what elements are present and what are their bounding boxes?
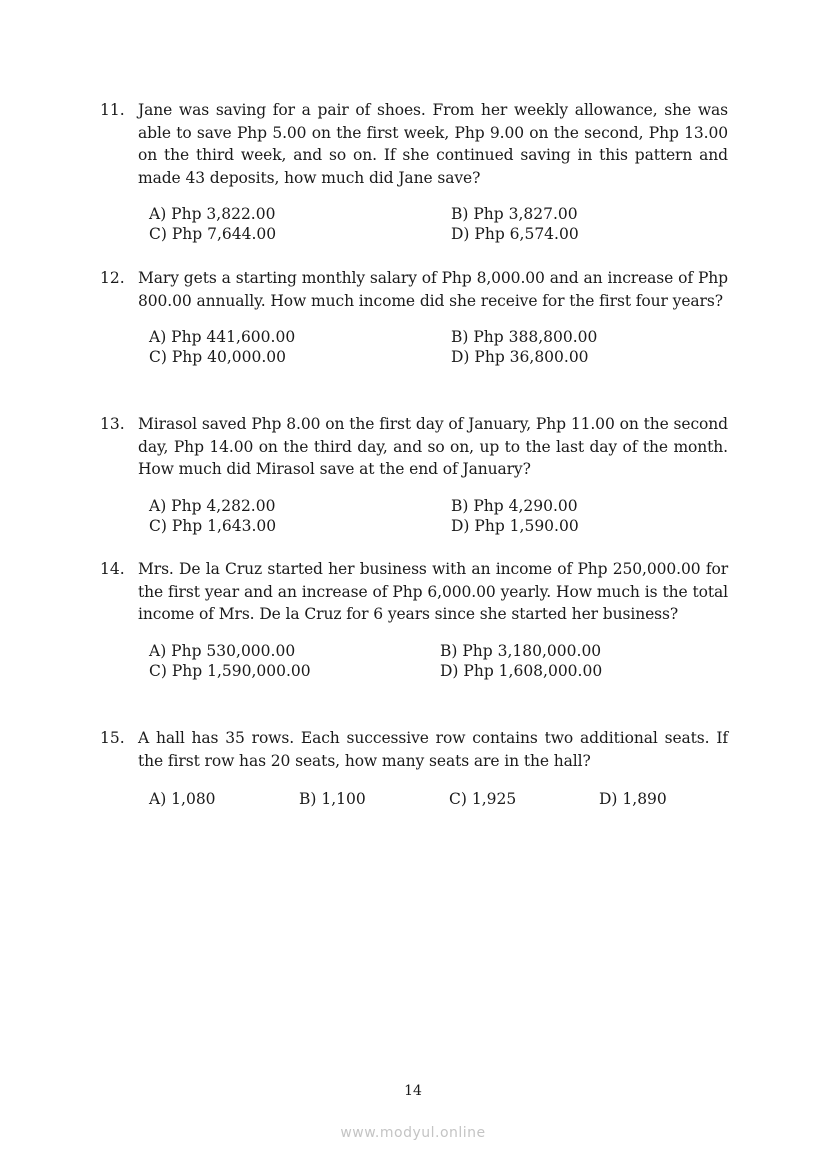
choice-d: D) Php 36,800.00 [451, 348, 589, 366]
answer-choices [149, 789, 728, 809]
answer-choices [149, 496, 728, 536]
choice-d: D) Php 1,590.00 [451, 516, 579, 535]
choice-b: B) Php 388,800.00 [451, 328, 598, 346]
question-text: A hall has 35 rows. Each successive row contains two additional seats. If the first row has 20 seats, how many seats are in the hall? [138, 729, 728, 770]
watermark: www.modyul.online [340, 1125, 486, 1141]
choice-b: B) Php 4,290.00 [451, 496, 578, 515]
question-13 [100, 413, 728, 536]
choice-a: A) Php 441,600.00 [149, 328, 296, 346]
choice-a: A) Php 530,000.00 [149, 641, 296, 660]
choice-b: B) Php 3,180,000.00 [440, 641, 602, 660]
choice-c: C) Php 40,000.00 [149, 348, 286, 366]
answer-choices [149, 327, 728, 367]
choice-b: B) Php 3,827.00 [451, 205, 578, 223]
question-number: 12. [100, 269, 125, 287]
choice-a: A) Php 3,822.00 [149, 205, 276, 223]
choice-b: B) 1,100 [299, 790, 366, 808]
question-number: 15. [100, 729, 125, 747]
question-number: 14. [100, 560, 125, 578]
question-number: 11. [100, 101, 125, 119]
question-12 [100, 267, 728, 367]
choice-d: D) Php 1,608,000.00 [440, 661, 603, 680]
choice-c: C) Php 1,643.00 [149, 516, 277, 535]
choice-c: C) Php 1,590,000.00 [149, 661, 311, 680]
question-15 [100, 727, 728, 809]
choice-d: D) 1,890 [599, 790, 667, 808]
question-text: Jane was saving for a pair of shoes. From her weekly allowance, she was able to save Php 5.00 on the first week, Php 9.00 on the second, Php 13.00 on the third week, and so on. If she continued saving in this pattern and made 43 deposits, how much did Jane save? [138, 101, 728, 187]
question-number: 13. [100, 415, 125, 433]
choice-a: A) 1,080 [149, 790, 216, 808]
answer-choices [149, 204, 728, 244]
question-11 [100, 99, 728, 244]
choice-c: C) 1,925 [449, 790, 517, 808]
question-text: Mary gets a starting monthly salary of Php 8,000.00 and an increase of Php 800.00 annually. How much income did she receive for the first four years? [138, 269, 728, 310]
page-number: 14 [404, 1083, 422, 1099]
question-text: Mirasol saved Php 8.00 on the first day of January, Php 11.00 on the second day, Php 14.00 on the third day, and so on, up to the last day of the month. How much did Mirasol save at the end of January? [138, 415, 728, 478]
answer-choices [149, 641, 728, 681]
choice-c: C) Php 7,644.00 [149, 225, 277, 243]
choice-a: A) Php 4,282.00 [149, 496, 276, 515]
question-text: Mrs. De la Cruz started her business with an income of Php 250,000.00 for the first year and an increase of Php 6,000.00 yearly. How much is the total income of Mrs. De la Cruz for 6 years since she started her business? [138, 560, 728, 623]
choice-d: D) Php 6,574.00 [451, 225, 579, 243]
question-14 [100, 558, 728, 681]
